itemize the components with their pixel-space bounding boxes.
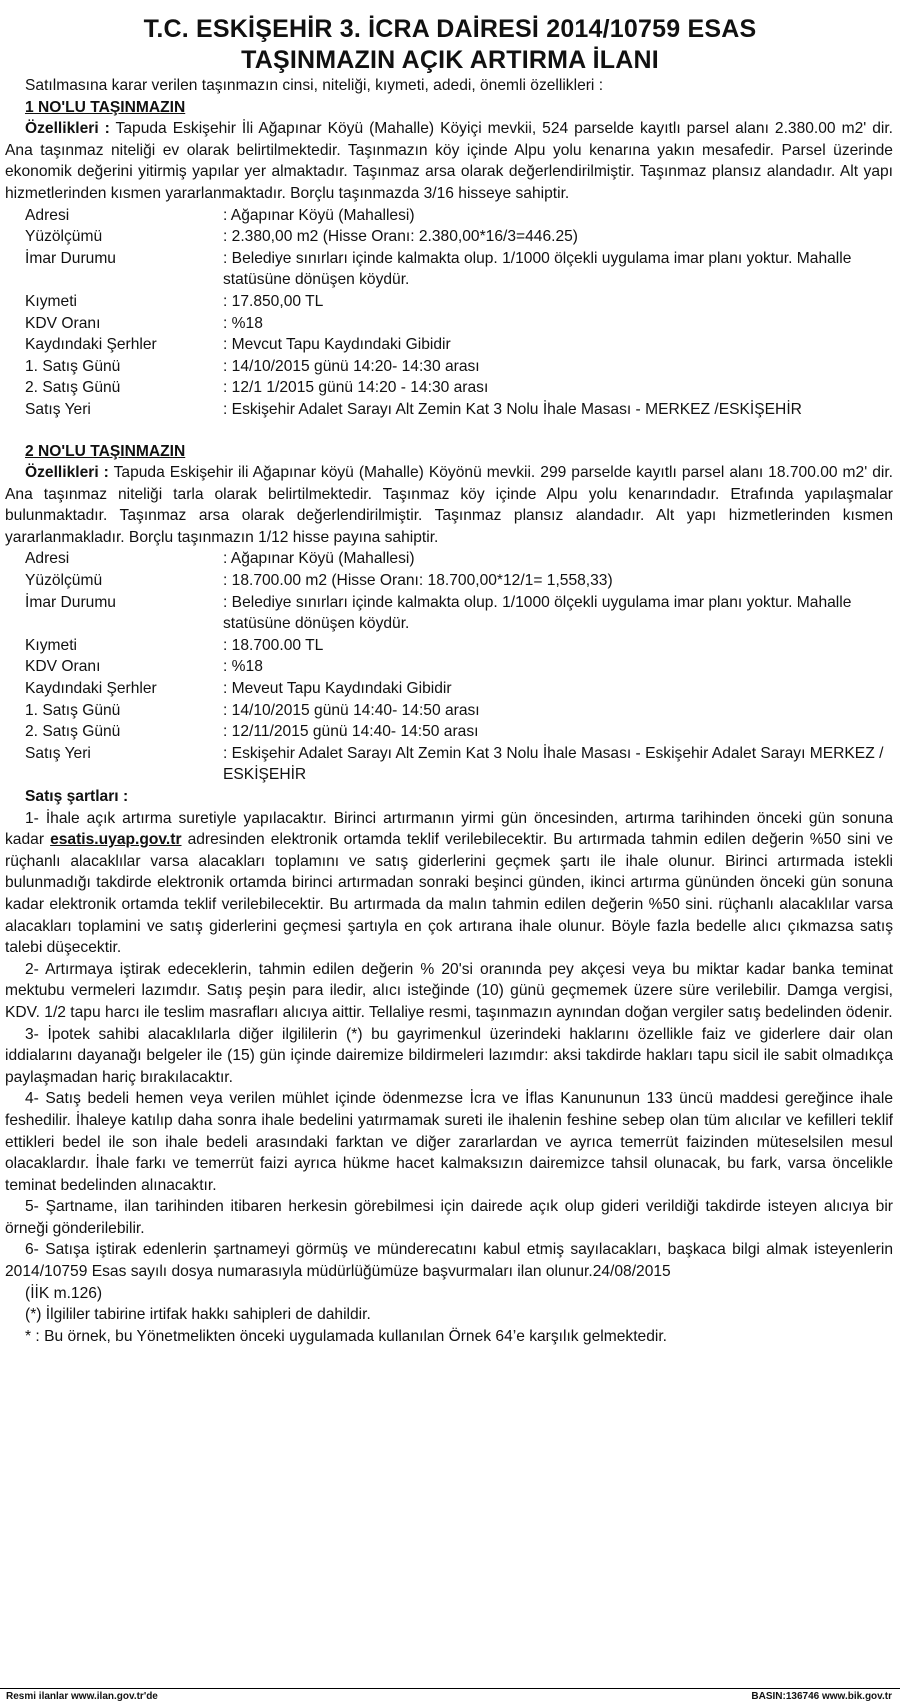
- page-title: T.C. ESKİŞEHİR 3. İCRA DAİRESİ 2014/10759 ESAS: [143, 15, 757, 43]
- detail-label: Adresi: [25, 206, 70, 224]
- announcement-body: [5, 75, 893, 1347]
- detail-value: : Ağapınar Köyü (Mahallesi): [223, 550, 415, 568]
- detail-value: : Eskişehir Adalet Sarayı Alt Zemin Kat 3 Nolu İhale Masası - MERKEZ /ESKİŞEHİR: [223, 400, 802, 418]
- detail-label: Kıymeti: [25, 636, 77, 654]
- law-reference: (İİK m.126): [25, 1284, 103, 1302]
- detail-value: : 14/10/2015 günü 14:40- 14:50 arası: [223, 701, 480, 719]
- detail-row: [25, 700, 891, 722]
- detail-label: Yüzölçümü: [25, 228, 103, 246]
- footer-right-text: BASIN:136746 www.bik.gov.tr: [751, 1691, 892, 1702]
- detail-value: : 12/1 1/2015 günü 14:20 - 14:30 arası: [223, 379, 489, 397]
- property2-features: [5, 462, 893, 548]
- detail-label: Kaydındaki Şerhler: [25, 680, 157, 698]
- detail-row: [25, 678, 891, 700]
- detail-label: İmar Durumu: [25, 249, 116, 267]
- detail-label: İmar Durumu: [25, 593, 116, 611]
- page-subtitle: TAŞINMAZIN AÇIK ARTIRMA İLANI: [241, 46, 659, 74]
- detail-value: : Meveut Tapu Kaydındaki Gibidir: [223, 680, 452, 698]
- detail-label: Satış Yeri: [25, 400, 91, 418]
- detail-row: [25, 743, 891, 786]
- footnote-2: * : Bu örnek, bu Yönetmelikten önceki uygulamada kullanılan Örnek 64’e karşılık gelmektedir.: [25, 1327, 668, 1345]
- detail-value: : 17.850,00 TL: [223, 292, 324, 310]
- detail-value: : Belediye sınırları içinde kalmakta olup. 1/1000 ölçekli uygulama imar planı yoktur. Mahalle statüsüne dönüşen köydür.: [223, 249, 852, 289]
- detail-row: [25, 313, 891, 335]
- detail-row: [25, 656, 891, 678]
- condition-2: 2- Artırmaya iştirak edeceklerin, tahmin edilen değerin % 20'si oranında pey akçesi veya bu miktar kadar banka teminat mektubu vermeleri lazımdır. Satış peşin para iledir, alıcı isteğinde (10) günü geçmemek üzere süre verilebilir. Damga vergisi, KDV. 1/2 tapu harcı ile teslim masrafları alıcıya aittir. Tellaliye resmi, taşınmazın aynından doğan vergiler satış bedelinden ödenir.: [5, 960, 893, 1021]
- detail-row: [25, 356, 891, 378]
- detail-value: : Ağapınar Köyü (Mahallesi): [223, 206, 415, 224]
- detail-value: : 14/10/2015 günü 14:20- 14:30 arası: [223, 357, 480, 375]
- detail-value: : 2.380,00 m2 (Hisse Oranı: 2.380,00*16/3=446.25): [223, 228, 578, 246]
- property1-features-label: Özellikleri :: [25, 120, 110, 138]
- condition-3: 3- İpotek sahibi alacaklılarla diğer ilgililerin (*) bu gayrimenkul üzerindeki haklarını özellikle faiz ve giderlere dair olan iddialarını dayanağı belgeler ile (15) gün içinde dairemize bildirmeleri lazımdır: aksi takdirde hakları tapu sicil ile sabit olmadıkça paylaşmadan hariç bırakılacaktır.: [5, 1025, 893, 1086]
- detail-label: 2. Satış Günü: [25, 379, 121, 397]
- detail-row: [25, 399, 891, 421]
- detail-row: [25, 721, 891, 743]
- footer-bar: [0, 1688, 900, 1706]
- property1-title: 1 NO'LU TAŞINMAZIN: [25, 98, 186, 116]
- footer-left-text: Resmi ilanlar www.ilan.gov.tr'de: [6, 1691, 158, 1702]
- condition-1-before: 1- İhale açık artırma suretiyle yapılacaktır. Birinci artırmanın yirmi gün öncesinden, artırma tarihinden önceki gün sonuna kadar: [5, 809, 893, 849]
- property1-details: [25, 205, 891, 421]
- property1-features: [5, 118, 893, 204]
- detail-label: 1. Satış Günü: [25, 701, 121, 719]
- condition-1: [5, 808, 893, 959]
- condition-1-after: adresinden elektronik ortamda teklif verilebilecektir. Bu artırmada tahmin edilen değerin %50 sini ve rüçhanlı alacaklılar varsa alacakları toplamını ve satış giderlerini geçmek şartı ile ihale olunur. Birinci artırmada istekli bulunmadığı takdirde elektronik ortamda birinci artırmadan sonraki beşinci günden, ikinci artırma gününden önceki gün sonuna kadar elektronik ortamda teklif verilebilecektir. Bu artırmada da malın tahmin edilen değerin %50 sini. rüçhanlı alacaklılar varsa alacakları toplamini ve satış giderlerini geçmesi şartıyla en çok artırana ihale olunur. Böyle fazla bedelle alıcı çıkmazsa satış talebi düşecektir.: [5, 831, 893, 957]
- detail-value: : 12/11/2015 günü 14:40- 14:50 arası: [223, 723, 479, 741]
- property2-details: [25, 548, 891, 786]
- condition-6: 6- Satışa iştirak edenlerin şartnameyi görmüş ve münderecatını kabul etmiş sayılacakları, başkaca bilgi almak isteyenlerin 2014/10759 Esas sayılı dosya numarasıyla müdürlüğümüze başvurmaları ilan olunur.24/08/2015: [5, 1241, 893, 1281]
- detail-value: : 18.700.00 TL: [223, 636, 324, 654]
- property1-features-text: Tapuda Eskişehir İli Ağapınar Köyü (Mahalle) Köyiçi mevkii, 524 parselde kayıtlı parsel alanı 2.380.00 m2' dir. Ana taşınmaz niteliği ev olarak belirtilmektedir. Taşınmazın köy içinde Alpu yolu kenarına yakın mesafedir. Parsel üzerinde ekonomik değerini yitirmiş yapılar yer almaktadır. Taşınmaz arsa olarak değerlendirilmiştir. Taşınmaz plansız alandadır. Alt yapı hizmetlerinden kısmen yararlanmaktadır. Borçlu taşınmazda 3/16 hisseye sahiptir.: [5, 120, 893, 202]
- detail-value: : %18: [223, 314, 263, 332]
- detail-row: [25, 377, 891, 399]
- detail-label: Yüzölçümü: [25, 572, 103, 590]
- property2-features-text: Tapuda Eskişehir ili Ağapınar köyü (Mahalle) Köyönü mevkii. 299 parselde kayıtlı parsel alanı 18.700.00 m2' dir. Ana taşınmaz niteliği tarla olarak belirtilmektedir. Taşınmaz köy içinde Alpu yolu kenarındadır. Etrafında yapılaşmalar bulunmaktadır. Taşınmaz arsa olarak değerlendirilmiştir. Taşınmaz plansız alandadır. Alt yapı hizmetlerinden kısmen yararlanmakladır. Borçlu taşınmazın 1/12 hisse payına sahiptir.: [5, 464, 894, 546]
- detail-row: [25, 334, 891, 356]
- detail-value: : Belediye sınırları içinde kalmakta olup. 1/1000 ölçekli uygulama imar planı yoktur. Mahalle statüsüne dönüşen köydür.: [223, 593, 852, 633]
- detail-row: [25, 570, 891, 592]
- detail-row: [25, 592, 891, 635]
- detail-value: : 18.700.00 m2 (Hisse Oranı: 18.700,00*12/1= 1,558,33): [223, 572, 613, 590]
- intro-text: Satılmasına karar verilen taşınmazın cinsi, niteliği, kıymeti, adedi, önemli özellikleri :: [25, 77, 604, 94]
- detail-label: KDV Oranı: [25, 658, 101, 676]
- condition-4: 4- Satış bedeli hemen veya verilen mühlet içinde ödenmezse İcra ve İflas Kanununun 133 üncü maddesi gereğince ihale feshedilir. İhaleye katılıp daha sonra ihale bedelini yatırmamak sureti ile ihalenin feshine sebep olan tüm alıcılar ve kefilleri teklif ettikleri bedel ile son ihale bedeli arasındaki farktan ve diğer zararlardan ve ayrıca temerrüt faizinden müteselsilen mesul olacaklardır. İhale farkı ve temerrüt faizi ayrıca hükme hacet kalmaksızın dairemizce tahsil olunacak, bu fark, varsa öncelikle teminat bedelinden alınacaktır.: [5, 1090, 893, 1194]
- footnote-1: (*) İlgililer tabirine irtifak hakkı sahipleri de dahildir.: [25, 1306, 371, 1324]
- detail-row: [25, 226, 891, 248]
- detail-label: KDV Oranı: [25, 314, 101, 332]
- conditions-title: Satış şartları :: [25, 788, 129, 805]
- detail-label: Satış Yeri: [25, 744, 91, 762]
- detail-label: 2. Satış Günü: [25, 723, 121, 741]
- detail-row: [25, 291, 891, 313]
- condition-5: 5- Şartname, ilan tarihinden itibaren herkesin görebilmesi için dairede açık olup gideri verildiği takdirde isteyen alıcıya bir örneği gönderilebilir.: [5, 1198, 893, 1237]
- property2-features-label: Özellikleri :: [25, 464, 109, 482]
- detail-row: [25, 205, 891, 227]
- detail-row: [25, 248, 891, 291]
- property2-title: 2 NO'LU TAŞINMAZIN: [25, 442, 186, 460]
- detail-label: Kıymeti: [25, 292, 77, 310]
- detail-label: 1. Satış Günü: [25, 357, 121, 375]
- detail-label: Adresi: [25, 550, 70, 568]
- detail-value: : Eskişehir Adalet Sarayı Alt Zemin Kat 3 Nolu İhale Masası - Eskişehir Adalet Sarayı MERKEZ / ESKİŞEHİR: [223, 744, 884, 784]
- detail-row: [25, 548, 891, 570]
- detail-value: : Mevcut Tapu Kaydındaki Gibidir: [223, 336, 451, 354]
- detail-row: [25, 635, 891, 657]
- detail-value: : %18: [223, 658, 263, 676]
- detail-label: Kaydındaki Şerhler: [25, 336, 157, 354]
- esatis-link[interactable]: esatis.uyap.gov.tr: [50, 831, 182, 849]
